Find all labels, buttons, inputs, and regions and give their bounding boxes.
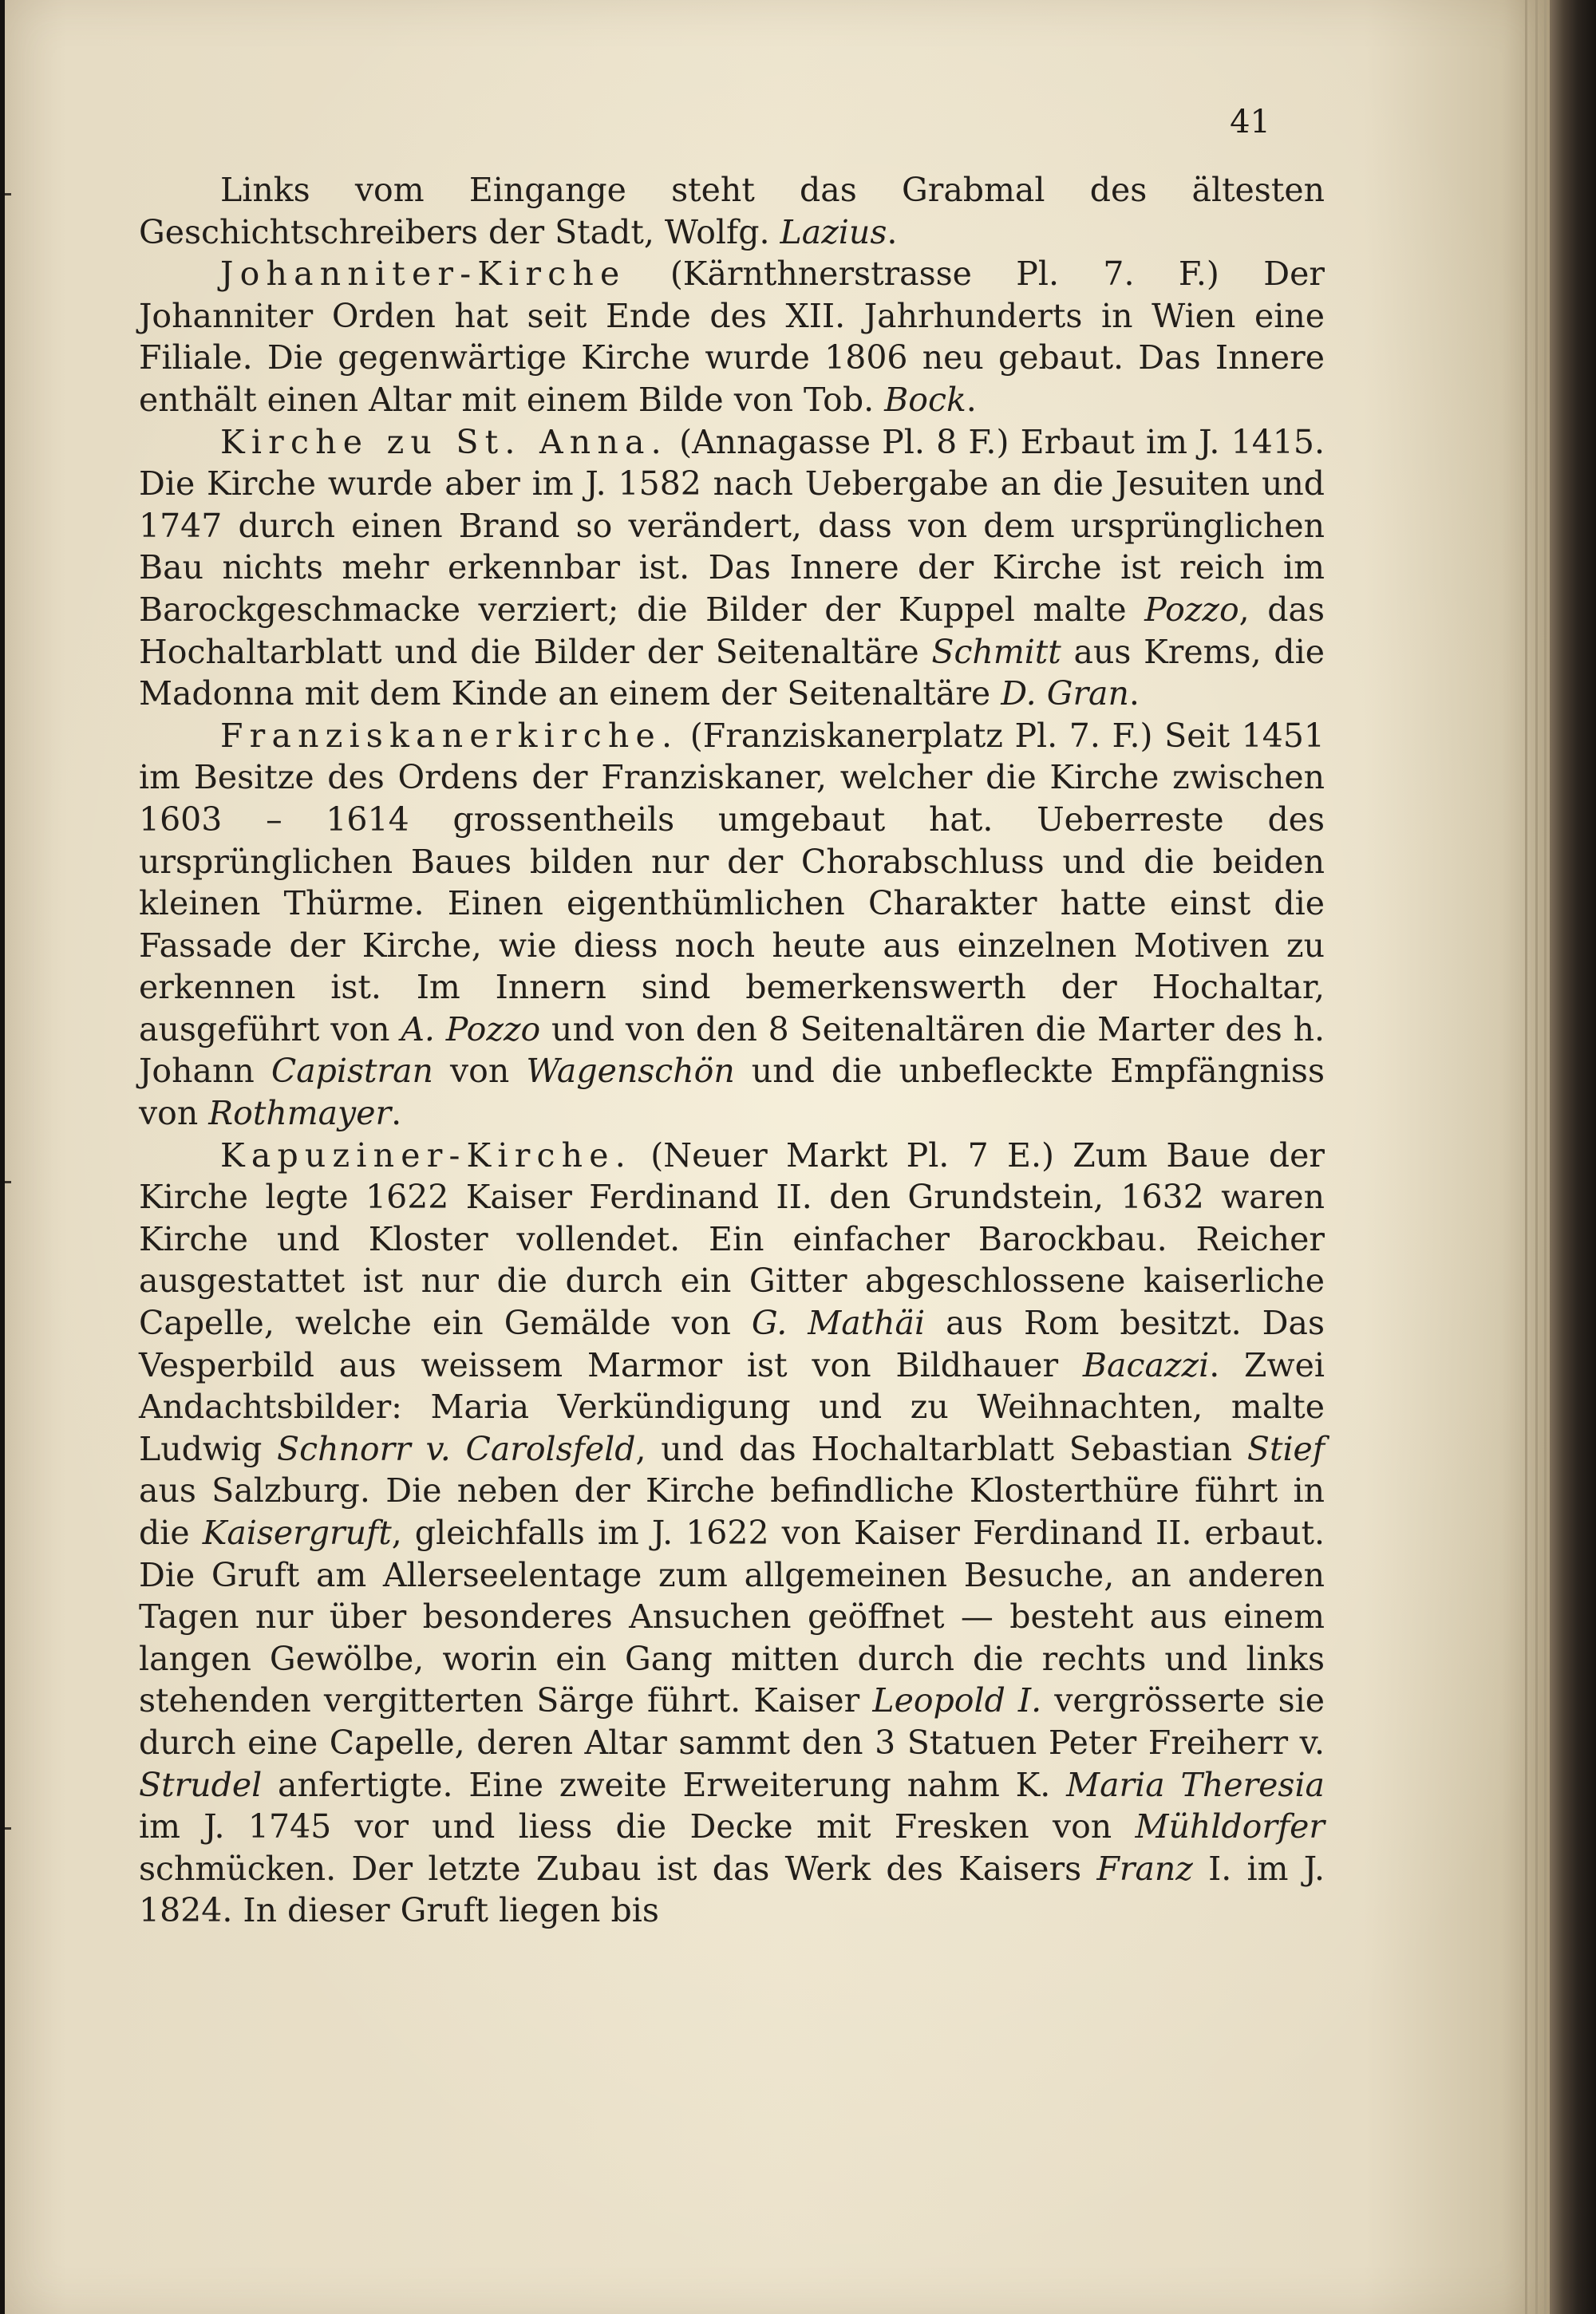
book-spine [1550, 0, 1596, 2314]
text-run: und die unbefleckte Empfängniss von [139, 1052, 1325, 1133]
artist-name: Lazius [780, 212, 887, 251]
page-number: 41 [1230, 104, 1270, 140]
text-run: von [433, 1052, 527, 1091]
paragraph-kirche-st-anna [139, 421, 1325, 715]
text-run: anfertigte. Eine zweite Erweiterung nahm K. [262, 1765, 1067, 1804]
margin-mark [5, 1181, 11, 1183]
text-run: . [966, 380, 977, 419]
section-heading: Kapuziner-Kirche. [220, 1135, 632, 1175]
text-run: , und das Hochaltarblatt Sebastian [635, 1429, 1247, 1468]
paper-page [5, 0, 1550, 2314]
text-run: aus Rom besitzt. Das Vesperbild aus weissem Marmor ist von Bildhauer [139, 1304, 1325, 1384]
text-run: im J. 1745 vor und liess die Decke mit Fresken von [139, 1807, 1136, 1846]
text-run: I. im J. 1824. In dieser Gruft liegen bis [139, 1849, 1325, 1930]
text-run: (Franziskanerplatz Pl. 7. F.) Seit 1451 im Besitze des Ordens der Franziskaner, welcher die Kirche zwischen 1603 – 1614 grossentheils umgebaut hat. Ueberreste des ursprünglichen Baues bilden nur der Chorabschluss und die beiden kleinen Thürme. Einen eigenthümlichen Charakter hatte einst die Fassade der Kirche, wie diess noch heute aus einzelnen Motiven zu erkennen ist. Im Innern sind bemerkenswerth der Hochaltar, ausgeführt von [139, 716, 1325, 1048]
artist-name: Strudel [139, 1765, 263, 1804]
artist-name: Bock [884, 380, 966, 419]
text-run: (Neuer Markt Pl. 7 E.) Zum Baue der Kirche legte 1622 Kaiser Ferdinand II. den Grundstein, 1632 waren Kirche und Kloster vollendet. Ein einfacher Barockbau. Reicher ausgestattet ist nur die durch ein Gitter abgeschlossene kaiserliche Capelle, welche ein Gemälde von [139, 1135, 1325, 1343]
artist-name: Wagenschön [526, 1052, 735, 1091]
artist-name: Leopold I. [872, 1681, 1042, 1720]
text-run: , gleichfalls im J. 1622 von Kaiser Ferdinand II. erbaut. Die Gruft am Allerseelentage zum allgemeinen Besuche, an anderen Tagen nur über besonderes Ansuchen geöffnet — besteht aus einem langen Gewölbe, worin ein Gang mitten durch die rechts und links stehenden vergitterten Särge führt. Kaiser [139, 1514, 1325, 1720]
text-run: Links vom Eingange steht das Grabmal des ältesten Geschichtschreibers der Stadt, Wolfg. [139, 171, 1325, 251]
artist-name: Maria Theresia [1066, 1765, 1325, 1804]
page-edge-line [1535, 0, 1538, 2314]
artist-name: Stief [1246, 1429, 1325, 1468]
artist-name: Bacazzi [1082, 1345, 1210, 1384]
body-text [139, 169, 1325, 1932]
text-run: aus Krems, die Madonna mit dem Kinde an einem der Seitenaltäre [139, 632, 1325, 713]
page-edge-line [1525, 0, 1527, 2314]
artist-name: Pozzo [1144, 590, 1239, 629]
text-run: (Annagasse Pl. 8 F.) Erbaut im J. 1415. Die Kirche wurde aber im J. 1582 nach Uebergabe an die Jesuiten und 1747 durch einen Brand so verändert, dass von dem ursprünglichen Bau nichts mehr erkennbar ist. Das Innere der Kirche ist reich im Barockgeschmacke verziert; die Bilder der Kuppel malte [139, 422, 1325, 629]
paragraph-johanniter-kirche [139, 253, 1325, 421]
paragraph-kapuziner-kirche [139, 1135, 1325, 1932]
artist-name: Mühldorfer [1135, 1807, 1325, 1846]
text-run: , das Hochaltarblatt und die Bilder der Seitenaltäre [139, 590, 1325, 671]
artist-name: A. Pozzo [401, 1009, 541, 1048]
paragraph-lazius [139, 169, 1325, 253]
artist-name: Schmitt [931, 632, 1061, 671]
text-run: (Kärnthnerstrasse Pl. 7. F.) Der Johanniter Orden hat seit Ende des XII. Jahrhunderts in Wien eine Filiale. Die gegenwärtige Kirche wurde 1806 neu gebaut. Das Innere enthält einen Altar mit einem Bilde von Tob. [139, 255, 1325, 419]
text-run: . [887, 212, 898, 251]
text-run: aus Salzburg. Die neben der Kirche befindliche Klosterthüre führt in die [139, 1471, 1325, 1552]
section-heading: Johanniter-Kirche [220, 255, 626, 294]
text-run: . [1128, 674, 1140, 713]
artist-name: G. Mathäi [751, 1304, 926, 1343]
text-run: schmücken. Der letzte Zubau ist das Werk des Kaisers [139, 1849, 1097, 1888]
artist-name: D. Gran [1001, 674, 1129, 713]
section-heading: Kirche zu St. Anna. [220, 422, 668, 461]
text-run: vergrösserte sie durch eine Capelle, deren Altar sammt den 3 Statuen Peter Freiherr v. [139, 1681, 1325, 1762]
artist-name: Franz [1096, 1849, 1193, 1888]
margin-mark [5, 193, 11, 195]
artist-name: Capistran [271, 1052, 433, 1091]
paragraph-franziskanerkirche [139, 715, 1325, 1135]
text-run: . [391, 1094, 402, 1133]
text-run: . Zwei Andachtsbilder: Maria Verkündigung und zu Weihnachten, malte Ludwig [139, 1345, 1325, 1468]
page-edge-line [1544, 0, 1547, 2314]
artist-name: Kaisergruft [202, 1514, 392, 1552]
margin-mark [5, 1827, 11, 1830]
artist-name: Rothmayer [208, 1094, 392, 1133]
artist-name: Schnorr v. Carolsfeld [277, 1429, 636, 1468]
section-heading: Franziskanerkirche. [220, 716, 679, 755]
text-run: und von den 8 Seitenaltären die Marter des h. Johann [139, 1009, 1325, 1091]
